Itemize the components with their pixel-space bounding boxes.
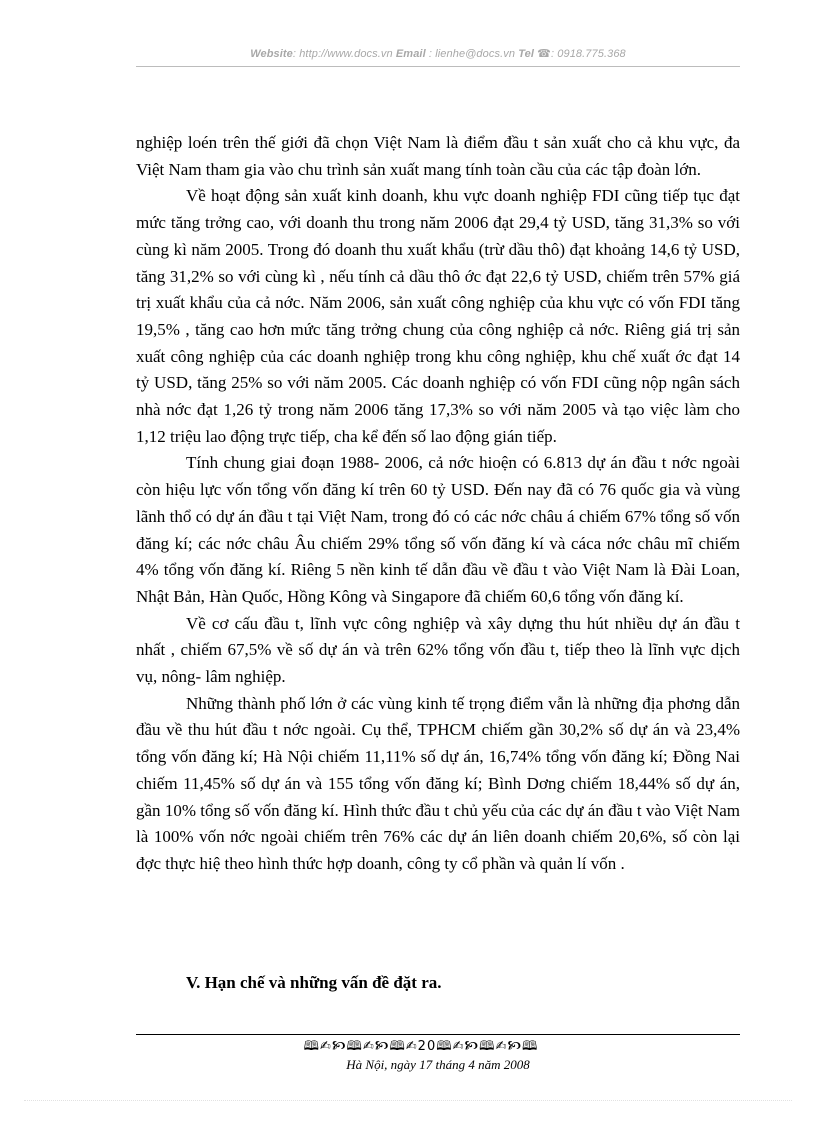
email-address[interactable]: : lienhe@docs.vn bbox=[428, 48, 516, 60]
phone-icon: ☎ bbox=[537, 48, 551, 60]
paragraph-investment-totals: Tính chung giai đoạn 1988- 2006, cả nớc hioện có 6.813 dự án đầu t nớc ngoài còn hiệu lực vốn tổng vốn đăng kí trên 60 tỷ USD. Đến nay đã có 76 quốc gia và vùng lãnh thổ có dự án đầu t tại Việt Nam, trong đó có các nớc châu á chiếm 67% tổng số vốn đăng kí; các nớc châu Âu chiếm 29% tổng số vốn đăng kí và cáca nớc châu mĩ chiếm 4% tổng vốn đăng kí. Riêng 5 nền kinh tế dẫn đầu về đầu t vào Việt Nam là Đài Loan, Nhật Bản, Hàn Quốc, Hồng Kông và Singapore đã chiếm 60,6 tổng vốn đăng kí. bbox=[136, 453, 740, 606]
footer-date: Hà Nội, ngày 17 tháng 4 năm 2008 bbox=[346, 1057, 530, 1072]
header-divider bbox=[136, 66, 740, 67]
page-header bbox=[136, 47, 740, 60]
document-body bbox=[136, 130, 740, 878]
tel-number: : 0918.775.368 bbox=[550, 48, 626, 60]
section-heading: V. Hạn chế và những vấn đề đặt ra. bbox=[186, 973, 442, 992]
page-bottom-border bbox=[24, 1100, 792, 1101]
website-url[interactable]: : http://www.docs.vn bbox=[292, 48, 393, 60]
paragraph-continuation: nghiệp loén trên thế giới đã chọn Việt Nam là điểm đầu t sản xuất cho cả khu vực, đa Việt Nam tham gia vào chu trình sản xuất mang tính toàn cầu của các tập đoàn lớn. bbox=[136, 133, 740, 179]
website-label: Website bbox=[250, 48, 293, 60]
footer-divider bbox=[136, 1034, 740, 1035]
paragraph-business-activity: Về hoạt động sản xuất kinh doanh, khu vực doanh nghiệp FDI cũng tiếp tục đạt mức tăng trởng cao, với doanh thu trong năm 2006 đạt 29,4 tỷ USD, tăng 31,3% so với cùng kì năm 2005. Trong đó doanh thu xuất khẩu (trừ dầu thô) đạt khoảng 14,6 tỷ USD, tăng 31,2% so với cùng kì , nếu tính cả dầu thô ớc đạt 22,6 tỷ USD, chiếm trên 57% giá trị xuất khẩu của cả nớc. Năm 2006, sản xuất công nghiệp của khu vực có vốn FDI tăng 19,5% , tăng cao hơn mức tăng trởng chung của công nghiệp cả nớc. Riêng giá trị sản xuất công nghiệp của các doanh nghiệp trong khu công nghiệp, khu chế xuất ớc đạt 14 tỷ USD, tăng 25% so với năm 2005. Các doanh nghiệp có vốn FDI cũng nộp ngân sách nhà nớc đạt 1,26 tỷ trong năm 2006 tăng 17,3% so với năm 2005 và tạo việc làm cho 1,12 triệu lao động trực tiếp, cha kể đến số lao động gián tiếp. bbox=[136, 186, 740, 446]
paragraph-leading-cities: Những thành phố lớn ở các vùng kinh tế trọng điểm vẫn là những địa phơng dẫn đầu về thu hút đầu t nớc ngoài. Cụ thể, TPHCM chiếm gần 30,2% số dự án và 23,4% tổng vốn đăng kí; Hà Nội chiếm 11,11% số dự án, 16,74% tổng vốn đăng kí; Đồng Nai chiếm 11,45% số dự án và 155 tổng vốn đăng kí; Bình Dơng chiếm 18,44% số dự án, gần 10% tổng số vốn đăng kí. Hình thức đầu t chủ yếu của các dự án đầu t vào Việt Nam là 100% vốn nớc ngoài chiếm trên 76% các dự án liên doanh chiếm 20,6%, số còn lại đợc thực hiệ theo hình thức hợp doanh, công ty cổ phần và quản lí vốn . bbox=[136, 693, 740, 873]
email-label: Email bbox=[395, 48, 426, 60]
paragraph-investment-structure: Về cơ cấu đầu t, lĩnh vực công nghiệp và xây dựng thu hút nhiều dự án đầu t nhất , chiếm 67,5% về số dự án và trên 62% tổng vốn đầu t, tiếp theo là lĩnh vực dịch vụ, nông- lâm nghiệp. bbox=[136, 613, 740, 687]
tel-label: Tel bbox=[518, 48, 534, 60]
footer-ornament: 🕮✍🙥🕮✍🙥🕮✍20🕮✍🙥🕮✍🙥🕮 bbox=[303, 1039, 539, 1054]
